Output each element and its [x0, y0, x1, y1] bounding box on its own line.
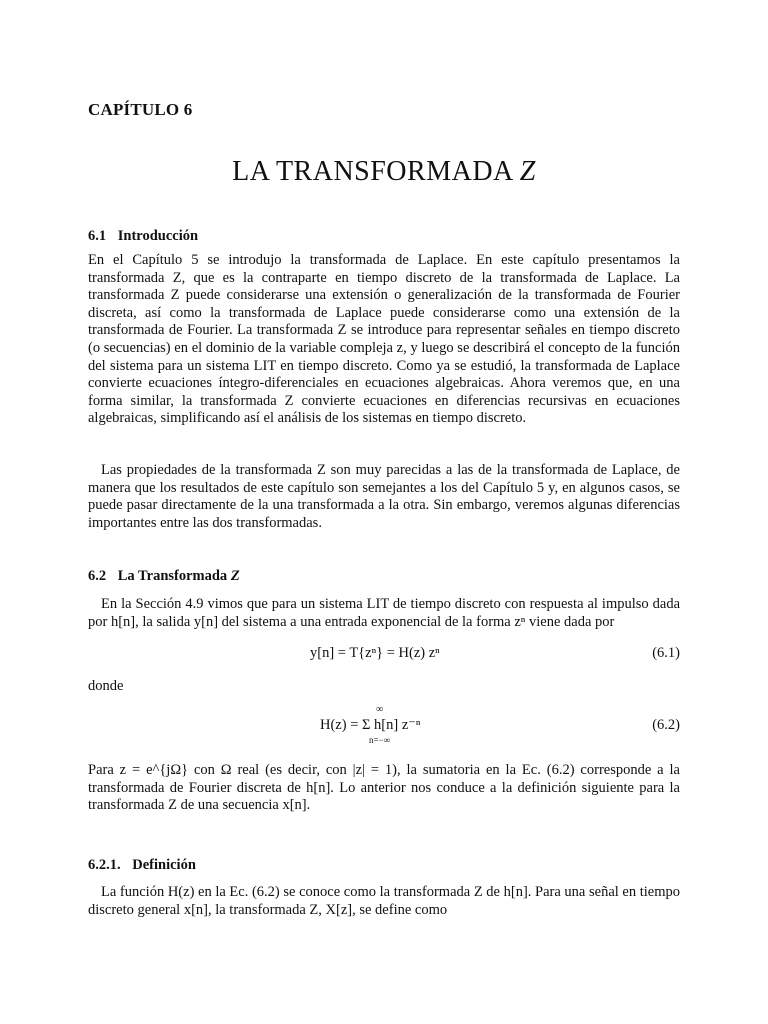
sum-upper-limit: ∞ — [376, 704, 384, 715]
section-title: Introducción — [117, 228, 199, 244]
equation-expression: H(z) = Σ h[n] z⁻ⁿ — [320, 717, 421, 733]
chapter-title-text: LA TRANSFORMADA — [232, 156, 513, 187]
section-title: La Transformada — [117, 568, 228, 584]
section-6-2-1-paragraph-1: La función H(z) en la Ec. (6.2) se conoce como la transformada Z de h[n]. Para una señal en tiempo discreto general x[n], la transformada Z, X[z], se define como — [88, 884, 680, 918]
equation-expression: y[n] = T{zⁿ} = H(z) zⁿ — [310, 645, 440, 661]
section-title: Definición — [132, 857, 196, 873]
section-6-2-paragraph-2: Para z = e^{jΩ} con Ω real (es decir, con |z| = 1), la sumatoria en la Ec. (6.2) corresponde a la transformada de Fourier discreta de h[n]. Lo anterior nos conduce a la definición siguiente para la transformada Z de una secuencia x[n]. — [88, 762, 680, 814]
section-number: 6.2 — [88, 568, 107, 584]
section-number: 6.2.1. — [88, 857, 121, 873]
donde-text: donde — [88, 678, 124, 694]
section-heading-6-2 — [88, 568, 240, 585]
intro-paragraph-2: Las propiedades de la transformada Z son muy parecidas a las de la transformada de Laplace, de manera que los resultados de este capítulo son semejantes a los del Capítulo 5 y, en algunos casos, se puede pasar directamente de la una transformada a la otra. Sin embargo, veremos algunas diferencias importantes entre las dos transformadas. — [88, 462, 680, 531]
section-6-2-paragraph-1: En la Sección 4.9 vimos que para un sistema LIT de tiempo discreto con respuesta al impulso dada por h[n], la salida y[n] del sistema a una entrada exponencial de la forma zⁿ viene dada por — [88, 596, 680, 630]
sum-lower-limit: n=−∞ — [369, 735, 391, 745]
equation-6-2 — [88, 700, 680, 748]
section-heading-6-1 — [88, 228, 198, 245]
equation-number: (6.2) — [652, 717, 680, 733]
chapter-label: CAPÍTULO 6 — [88, 100, 193, 119]
section-number: 6.1 — [88, 228, 107, 244]
section-title-variable: Z — [230, 568, 240, 584]
chapter-title — [88, 156, 680, 188]
section-heading-6-2-1 — [88, 857, 196, 874]
equation-number: (6.1) — [652, 645, 680, 661]
chapter-title-variable: Z — [519, 156, 536, 187]
intro-paragraph-1: En el Capítulo 5 se introdujo la transformada de Laplace. En este capítulo presentamos la transformada Z, que es la contraparte en tiempo discreto de la transformada de Laplace. La transformada Z puede considerarse una extensión o generalización de la transformada de Fourier discreta, así como la transformada de Laplace puede considerarse como una extensión de la transformada de Fourier. La transformada Z se introduce para representar señales en tiempo discreto (o secuencias) en el dominio de la variable compleja z, y luego se describirá el concepto de la función del sistema para un sistema LIT en tiempo discreto. Como ya se estudió, la transformada de Laplace convierte ecuaciones íntegro-diferenciales en ecuaciones algebraicas. Ahora veremos que, en una forma similar, la transformada Z convierte ecuaciones en diferencias recursivas en ecuaciones algebraicas, simplificando así el análisis de los sistemas en tiempo discreto. — [88, 252, 680, 427]
equation-6-1 — [88, 645, 680, 667]
